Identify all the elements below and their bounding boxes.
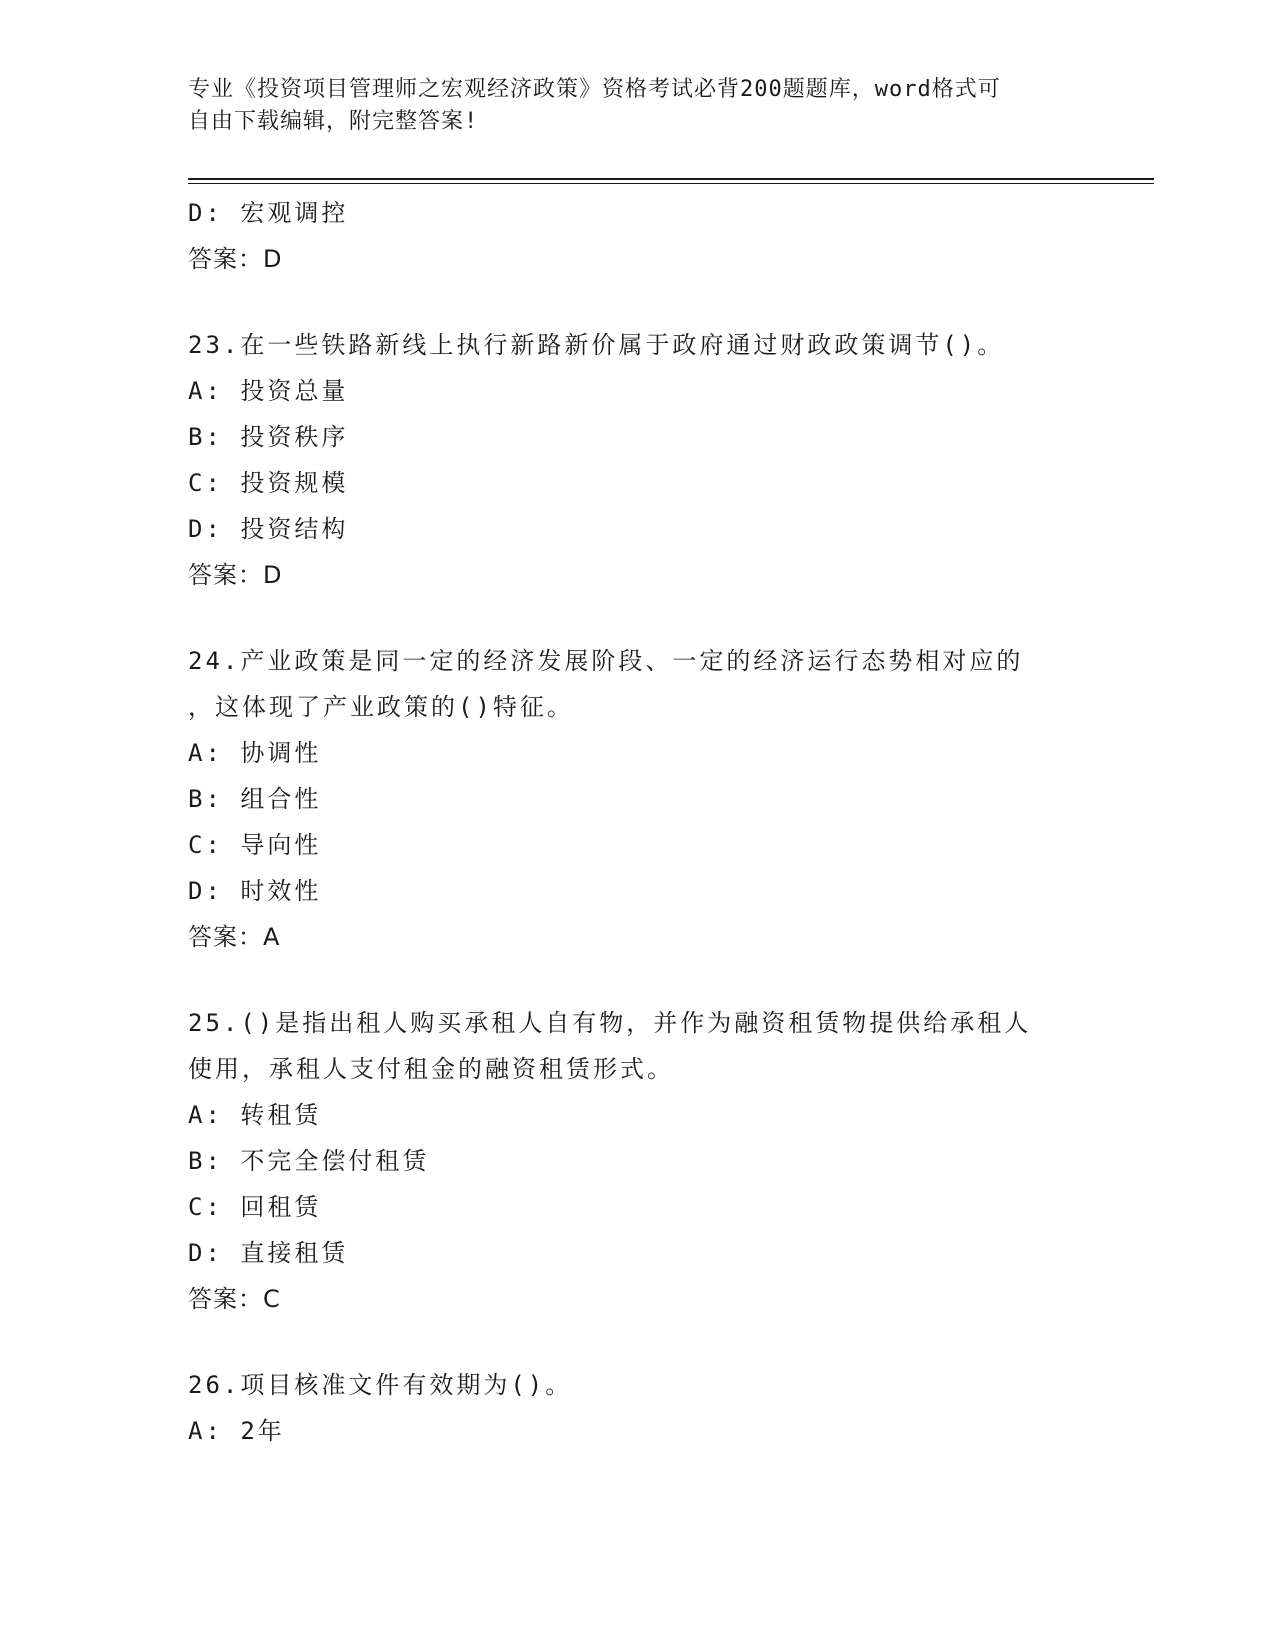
option-c: C: 投资规模 xyxy=(188,469,349,497)
option-a: A: 2年 xyxy=(188,1417,285,1445)
question-block-24 xyxy=(188,638,1088,960)
option-c: C: 导向性 xyxy=(188,831,322,859)
option-d: D: 投资结构 xyxy=(188,515,349,543)
answer-line: 答案：D xyxy=(188,561,283,589)
question-stem: 24.产业政策是同一定的经济发展阶段、一定的经济运行态势相对应的 xyxy=(188,647,1024,675)
question-stem-continued: ，这体现了产业政策的()特征。 xyxy=(188,693,574,721)
answer-line: 答案：A xyxy=(188,923,281,951)
question-content xyxy=(188,190,1088,1454)
option-b: B: 组合性 xyxy=(188,785,322,813)
option-d: D: 直接租赁 xyxy=(188,1239,349,1267)
option-a: A: 转租赁 xyxy=(188,1101,322,1129)
document-header xyxy=(188,74,1088,138)
question-block-26 xyxy=(188,1362,1088,1454)
spacer xyxy=(188,960,1088,1000)
spacer xyxy=(188,1322,1088,1362)
option-b: B: 投资秩序 xyxy=(188,423,349,451)
header-divider-thick xyxy=(188,178,1154,180)
header-line-2: 自由下载编辑，附完整答案! xyxy=(188,109,479,134)
spacer xyxy=(188,282,1088,322)
question-block-23 xyxy=(188,322,1088,598)
question-stem-continued: 使用，承租人支付租金的融资租赁形式。 xyxy=(188,1055,674,1083)
option-b: B: 不完全偿付租赁 xyxy=(188,1147,430,1175)
header-divider-thin xyxy=(188,183,1154,184)
answer-line: 答案：D xyxy=(188,245,283,273)
option-c: C: 回租赁 xyxy=(188,1193,322,1221)
header-line-1: 专业《投资项目管理师之宏观经济政策》资格考试必背200题题库，word格式可 xyxy=(188,77,1001,102)
question-stem: 25.()是指出租人购买承租人自有物，并作为融资租赁物提供给承租人 xyxy=(188,1009,1032,1037)
option-a: A: 协调性 xyxy=(188,739,322,767)
question-block-25 xyxy=(188,1000,1088,1322)
spacer xyxy=(188,598,1088,638)
question-stem: 26.项目核准文件有效期为()。 xyxy=(188,1371,573,1399)
option-a: A: 投资总量 xyxy=(188,377,349,405)
answer-line: 答案：C xyxy=(188,1285,281,1313)
question-stem: 23.在一些铁路新线上执行新路新价属于政府通过财政政策调节()。 xyxy=(188,331,1005,359)
option-d: D: 时效性 xyxy=(188,877,322,905)
option-d: D: 宏观调控 xyxy=(188,199,349,227)
